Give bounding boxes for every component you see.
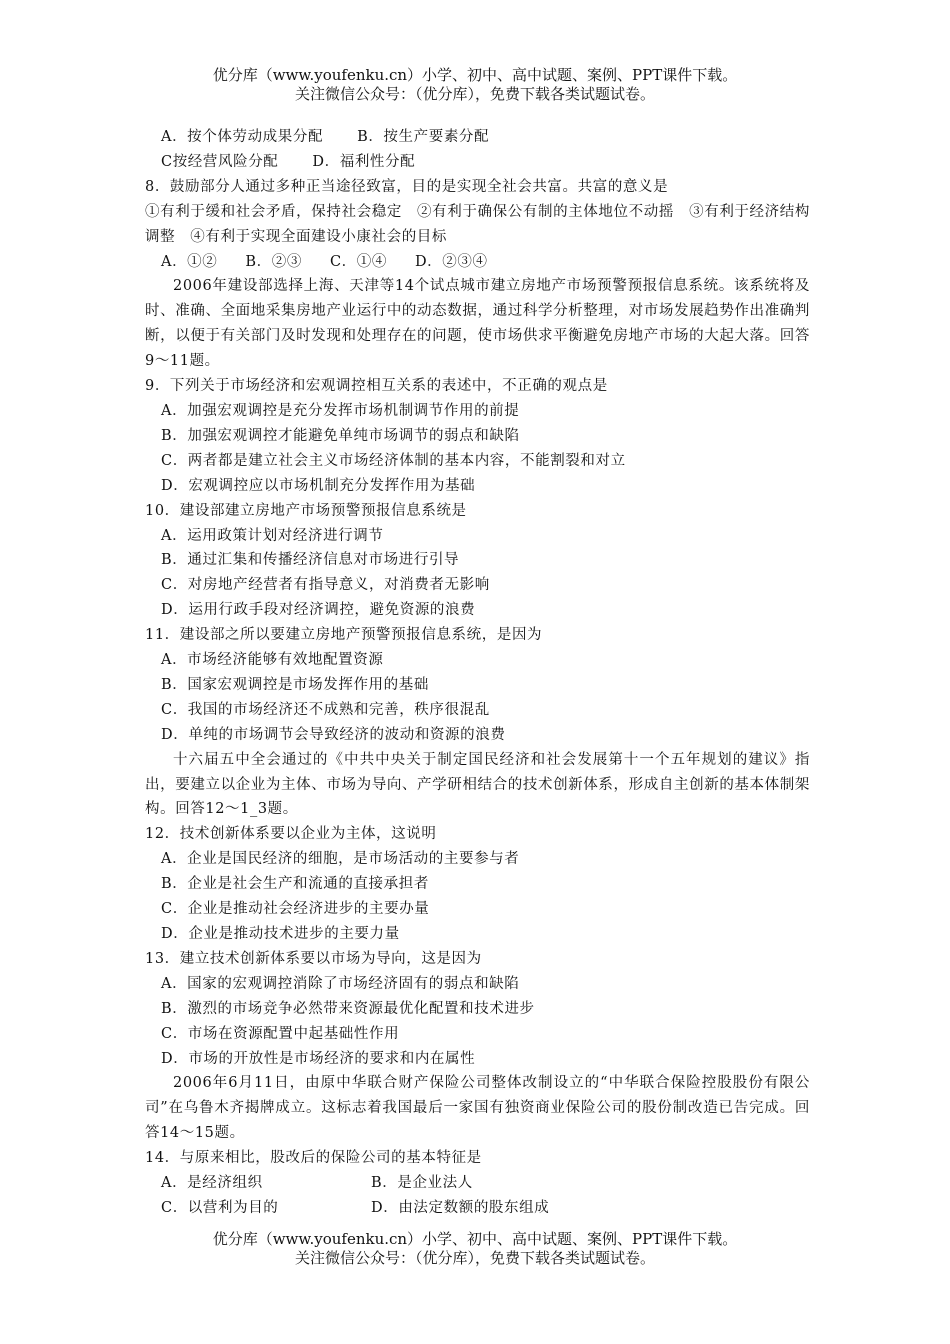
q14-option-b: B．是企业法人 — [371, 1175, 473, 1192]
q9-stem: 9．下列关于市场经济和宏观调控相互关系的表述中，不正确的观点是 — [145, 378, 608, 395]
material-12-13: 十六届五中全会通过的《中共中央关于制定国民经济和社会发展第十一个五年规划的建议》指出，要建立以企业为主体、市场为导向、产学研相结合的技术创新体系，形成自主创新的基本体制架构。回答12～1_3题。 — [145, 751, 810, 818]
q11-option-d: D．单纯的市场调节会导致经济的波动和资源的浪费 — [161, 726, 506, 743]
q9-option-c: C．两者都是建立社会主义市场经济体制的基本内容，不能割裂和对立 — [161, 452, 626, 469]
q10-option-c: C．对房地产经营者有指导意义，对消费者无影响 — [161, 577, 490, 594]
q10-option-b: B．通过汇集和传播经济信息对市场进行引导 — [161, 552, 460, 569]
q13-option-d: D．市场的开放性是市场经济的要求和内在属性 — [161, 1050, 476, 1067]
q7-options-cd — [145, 150, 810, 175]
q10-option-a: A．运用政策计划对经济进行调节 — [161, 527, 384, 544]
q13-option-c: C．市场在资源配置中起基础性作用 — [161, 1025, 400, 1042]
footer-line-1: 优分库（www.youfenku.cn）小学、初中、高中试题、案例、PPT课件下载。 — [212, 1230, 738, 1248]
header-line-2: 关注微信公众号：（优分库），免费下载各类试题试卷。 — [294, 85, 655, 103]
q8-option-c: C．①④ — [329, 253, 387, 270]
q11-option-c: C．我国的市场经济还不成熟和完善，秩序很混乱 — [161, 701, 490, 718]
header-line-1: 优分库（www.youfenku.cn）小学、初中、高中试题、案例、PPT课件下载。 — [212, 66, 738, 84]
q11-stem: 11．建设部之所以要建立房地产预警预报信息系统，是因为 — [145, 627, 543, 644]
q13-option-a: A．国家的宏观调控消除了市场经济固有的弱点和缺陷 — [161, 975, 520, 992]
q8-option-d: D．②③④ — [414, 253, 488, 270]
q14-options-cd — [145, 1196, 810, 1221]
q7-option-b: B．按生产要素分配 — [357, 129, 490, 145]
q12-stem: 12．技术创新体系要以企业为主体，这说明 — [145, 826, 437, 843]
q8-options — [145, 250, 810, 275]
material-9-11: 2006年建设部选择上海、天津等14个试点城市建立房地产市场预警预报信息系统。该系统将及时、准确、全面地采集房地产业运行中的动态数据，通过科学分析整理，对市场发展趋势作出准确判断，以便于有关部门及时发现和处理存在的问题，使市场供求平衡避免房地产市场的大起大落。回答9～11题。 — [145, 278, 810, 370]
q9-option-a: A．加强宏观调控是充分发挥市场机制调节作用的前提 — [161, 402, 520, 419]
page-footer — [0, 1230, 950, 1268]
exam-body — [145, 125, 810, 1221]
q13-option-b: B．激烈的市场竞争必然带来资源最优化配置和技术进步 — [161, 1000, 535, 1017]
q14-stem: 14．与原来相比，股改后的保险公司的基本特征是 — [145, 1150, 482, 1167]
q8-option-a: A．①② — [161, 253, 218, 270]
q14-options-ab — [145, 1171, 810, 1196]
q10-stem: 10．建设部建立房地产市场预警预报信息系统是 — [145, 502, 467, 519]
q14-option-a: A．是经济组织 — [161, 1175, 263, 1192]
q11-option-a: A．市场经济能够有效地配置资源 — [161, 652, 384, 669]
q7-option-d: D．福利性分配 — [312, 153, 416, 170]
q7-option-a: A．按个体劳动成果分配 — [161, 129, 324, 145]
material-14-15: 2006年6月11日，由原中华联合财产保险公司整体改制设立的“中华联合保险控股股份有限公司”在乌鲁木齐揭牌成立。这标志着我国最后一家国有独资商业保险公司的股份制改造已告完成。回答14～15题。 — [145, 1075, 810, 1142]
q13-stem: 13．建立技术创新体系要以市场为导向，这是因为 — [145, 950, 482, 967]
q10-option-d: D．运用行政手段对经济调控，避免资源的浪费 — [161, 602, 476, 619]
q9-option-d: D．宏观调控应以市场机制充分发挥作用为基础 — [161, 477, 476, 494]
q12-option-c: C．企业是推动社会经济进步的主要办量 — [161, 901, 430, 918]
q9-option-b: B．加强宏观调控才能避免单纯市场调节的弱点和缺陷 — [161, 427, 520, 444]
q11-option-b: B．国家宏观调控是市场发挥作用的基础 — [161, 676, 429, 693]
q8-stem: 8．鼓励部分人通过多种正当途径致富，目的是实现全社会共富。共富的意义是 — [145, 178, 669, 195]
page-header — [0, 66, 950, 104]
q7-option-c: C按经营风险分配 — [161, 153, 279, 170]
q8-items: ①有利于缓和社会矛盾，保持社会稳定 ②有利于确保公有制的主体地位不动摇 ③有利于经济结构调整 ④有利于实现全面建设小康社会的目标 — [145, 203, 810, 245]
q8-option-b: B．②③ — [245, 253, 302, 270]
q7-options-ab — [145, 125, 810, 150]
q12-option-b: B．企业是社会生产和流通的直接承担者 — [161, 876, 429, 893]
q14-option-d: D．由法定数额的股东组成 — [371, 1199, 550, 1216]
q12-option-a: A．企业是国民经济的细胞，是市场活动的主要参与者 — [161, 851, 520, 868]
q12-option-d: D．企业是推动技术进步的主要力量 — [161, 926, 400, 942]
q14-option-c: C．以营利为目的 — [161, 1199, 279, 1216]
footer-line-2: 关注微信公众号：（优分库），免费下载各类试题试卷。 — [294, 1249, 655, 1267]
